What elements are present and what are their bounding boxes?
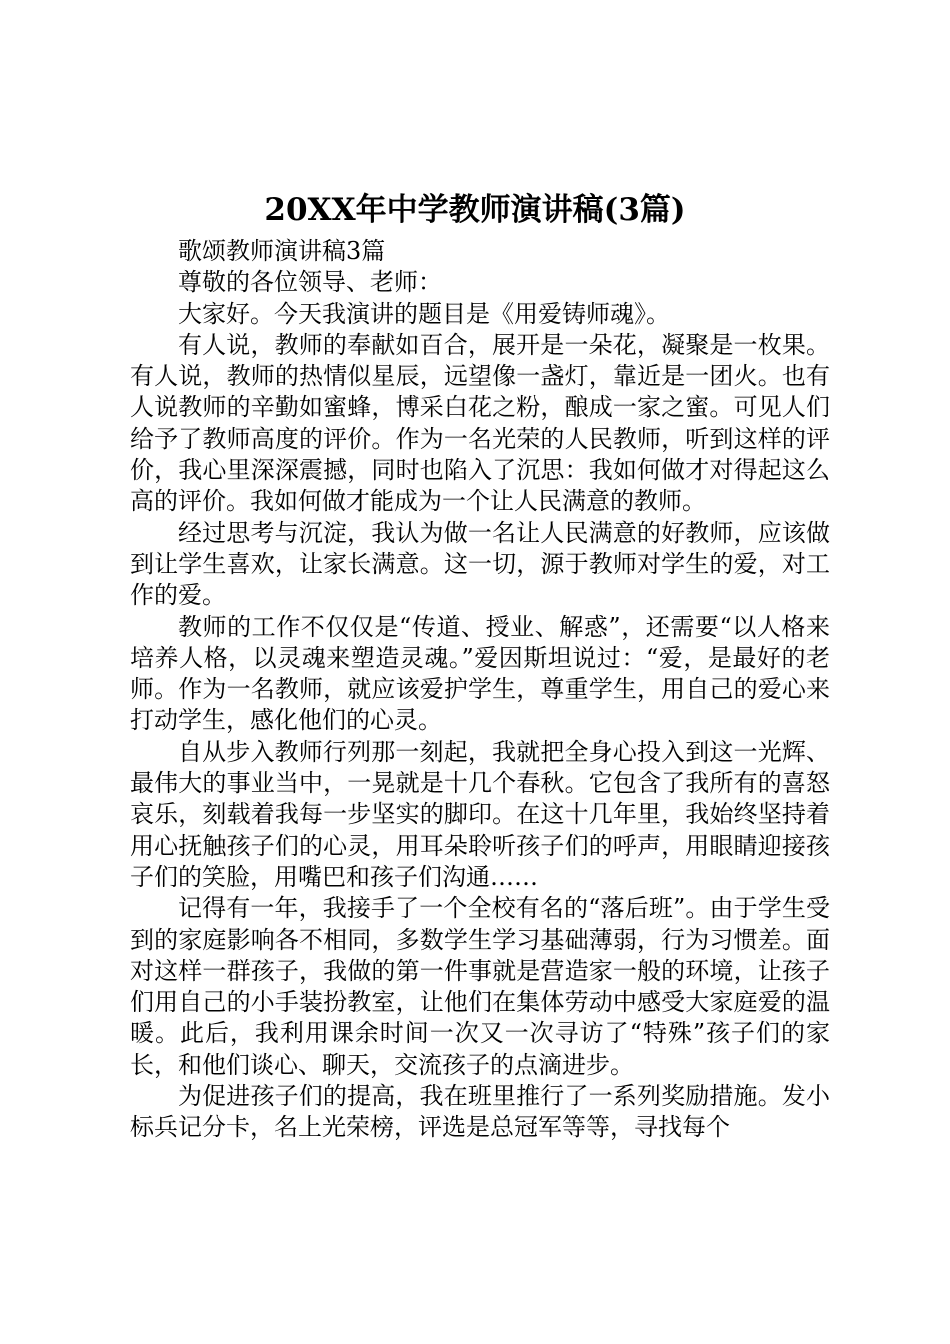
body-paragraph: 自从步入教师行列那一刻起，我就把全身心投入到这一光辉、最伟大的事业当中，一晃就是十几个春秋。它包含了我所有的喜怒哀乐，刻载着我每一步坚实的脚印。在这十几年里，我始终坚持着用心抚触孩子们的心灵，用耳朵聆听孩子们的呼声，用眼睛迎接孩子们的笑脸，用嘴巴和孩子们沟通…… bbox=[130, 737, 830, 891]
body-paragraph: 有人说，教师的奉献如百合，展开是一朵花，凝聚是一枚果。有人说，教师的热情似星辰，远望像一盏灯，靠近是一团火。也有人说教师的辛勤如蜜蜂，博采白花之粉，酿成一家之蜜。可见人们给予了教师高度的评价。作为一名光荣的人民教师，听到这样的评价，我心里深深震撼，同时也陷入了沉思：我如何做才对得起这么高的评价。我如何做才能成为一个让人民满意的教师。 bbox=[130, 330, 830, 516]
body-paragraph: 教师的工作不仅仅是“传道、授业、解惑”，还需要“以人格来培养人格，以灵魂来塑造灵魂。”爱因斯坦说过：“爱，是最好的老师。作为一名教师，就应该爱护学生，尊重学生，用自己的爱心来打动学生，感化他们的心灵。 bbox=[130, 612, 830, 735]
salutation-paragraph: 尊敬的各位领导、老师： bbox=[178, 268, 442, 297]
body-paragraph: 经过思考与沉淀，我认为做一名让人民满意的好教师，应该做到让学生喜欢，让家长满意。这一切，源于教师对学生的爱，对工作的爱。 bbox=[130, 518, 830, 610]
body-paragraph: 为促进孩子们的提高，我在班里推行了一系列奖励措施。发小标兵记分卡，名上光荣榜，评选是总冠军等等，寻找每个 bbox=[130, 1082, 830, 1142]
document-title: 20XX年中学教师演讲稿(3篇) bbox=[264, 192, 686, 228]
subtitle-paragraph: 歌颂教师演讲稿3篇 bbox=[178, 237, 386, 265]
greeting-paragraph: 大家好。今天我演讲的题目是《用爱铸师魂》。 bbox=[178, 299, 670, 328]
document-body bbox=[130, 236, 830, 1144]
body-paragraph: 记得有一年，我接手了一个全校有名的“落后班”。由于学生受到的家庭影响各不相同，多数学生学习基础薄弱，行为习惯差。面对这样一群孩子，我做的第一件事就是营造家一般的环境，让孩子们用自己的小手装扮教室，让他们在集体劳动中感受大家庭爱的温暖。此后，我利用课余时间一次又一次寻访了“特殊”孩子们的家长，和他们谈心、聊天，交流孩子的点滴进步。 bbox=[130, 894, 830, 1079]
